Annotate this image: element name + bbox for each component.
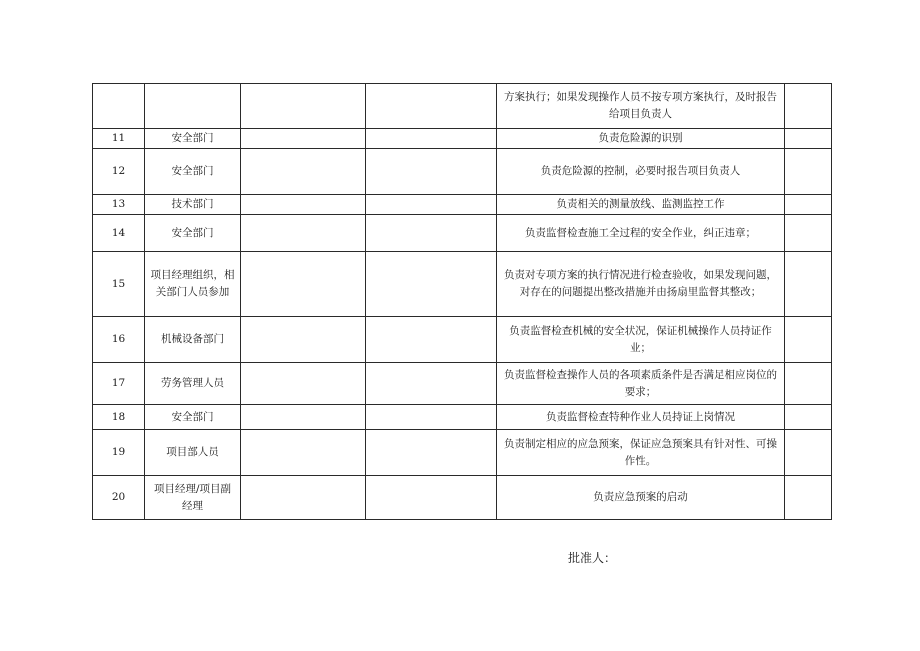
duty-cell: 负责监督检查机械的安全状况，保证机械操作人员持证作业；	[497, 317, 785, 363]
blank-cell	[366, 129, 497, 149]
blank-cell	[241, 195, 366, 215]
table-row	[93, 317, 832, 363]
blank-cell	[241, 317, 366, 363]
blank-cell	[241, 149, 366, 195]
table-row	[93, 252, 832, 317]
department-cell: 安全部门	[145, 215, 241, 252]
row-number: 13	[93, 195, 145, 215]
row-number: 18	[93, 405, 145, 430]
table-row	[93, 129, 832, 149]
blank-cell	[785, 405, 832, 430]
table-row	[93, 405, 832, 430]
blank-cell	[366, 84, 497, 129]
duty-cell: 负责应急预案的启动	[497, 476, 785, 520]
blank-cell	[785, 430, 832, 476]
blank-cell	[785, 129, 832, 149]
table-row	[93, 195, 832, 215]
approver-label: 批准人：	[568, 551, 617, 565]
blank-cell	[785, 476, 832, 520]
table-row	[93, 215, 832, 252]
table-row	[93, 363, 832, 405]
duty-cell: 负责危险源的识别	[497, 129, 785, 149]
row-number: 14	[93, 215, 145, 252]
table-row	[93, 149, 832, 195]
blank-cell	[366, 405, 497, 430]
table-row	[93, 476, 832, 520]
department-cell: 安全部门	[145, 129, 241, 149]
duty-cell: 负责监督检查施工全过程的安全作业，纠正违章；	[497, 215, 785, 252]
department-cell: 机械设备部门	[145, 317, 241, 363]
blank-cell	[785, 363, 832, 405]
blank-cell	[785, 317, 832, 363]
blank-cell	[241, 363, 366, 405]
row-number: 11	[93, 129, 145, 149]
row-number: 19	[93, 430, 145, 476]
row-number: 12	[93, 149, 145, 195]
duty-cell: 负责制定相应的应急预案，保证应急预案具有针对性、可操作性。	[497, 430, 785, 476]
blank-cell	[241, 252, 366, 317]
duty-cell: 负责监督检查特种作业人员持证上岗情况	[497, 405, 785, 430]
row-number	[93, 84, 145, 129]
row-number: 17	[93, 363, 145, 405]
blank-cell	[785, 215, 832, 252]
blank-cell	[366, 317, 497, 363]
blank-cell	[366, 430, 497, 476]
blank-cell	[241, 215, 366, 252]
blank-cell	[366, 215, 497, 252]
department-cell: 项目经理组织，相关部门人员参加	[145, 252, 241, 317]
row-number: 20	[93, 476, 145, 520]
blank-cell	[366, 252, 497, 317]
blank-cell	[366, 149, 497, 195]
blank-cell	[366, 363, 497, 405]
department-cell: 项目部人员	[145, 430, 241, 476]
blank-cell	[785, 149, 832, 195]
duty-cell: 负责对专项方案的执行情况进行检查验收，如果发现问题，对存在的问题提出整改措施并由扬扇里监督其整改；	[497, 252, 785, 317]
row-number: 15	[93, 252, 145, 317]
blank-cell	[241, 84, 366, 129]
duty-cell: 负责相关的测量放线、监测监控工作	[497, 195, 785, 215]
table-row	[93, 430, 832, 476]
department-cell: 安全部门	[145, 149, 241, 195]
blank-cell	[785, 252, 832, 317]
blank-cell	[785, 84, 832, 129]
blank-cell	[241, 129, 366, 149]
department-cell: 技术部门	[145, 195, 241, 215]
duty-cell: 负责危险源的控制，必要时报告项目负责人	[497, 149, 785, 195]
duty-cell: 方案执行；如果发现操作人员不按专项方案执行，及时报告给项目负责人	[497, 84, 785, 129]
table-row	[93, 84, 832, 129]
department-cell: 项目经理/项目副经理	[145, 476, 241, 520]
blank-cell	[366, 476, 497, 520]
blank-cell	[785, 195, 832, 215]
department-cell: 安全部门	[145, 405, 241, 430]
blank-cell	[241, 430, 366, 476]
duty-cell: 负责监督检查操作人员的各项素质条件是否满足相应岗位的要求；	[497, 363, 785, 405]
blank-cell	[366, 195, 497, 215]
department-cell: 劳务管理人员	[145, 363, 241, 405]
blank-cell	[241, 476, 366, 520]
department-cell	[145, 84, 241, 129]
responsibility-table	[92, 83, 832, 520]
blank-cell	[241, 405, 366, 430]
row-number: 16	[93, 317, 145, 363]
